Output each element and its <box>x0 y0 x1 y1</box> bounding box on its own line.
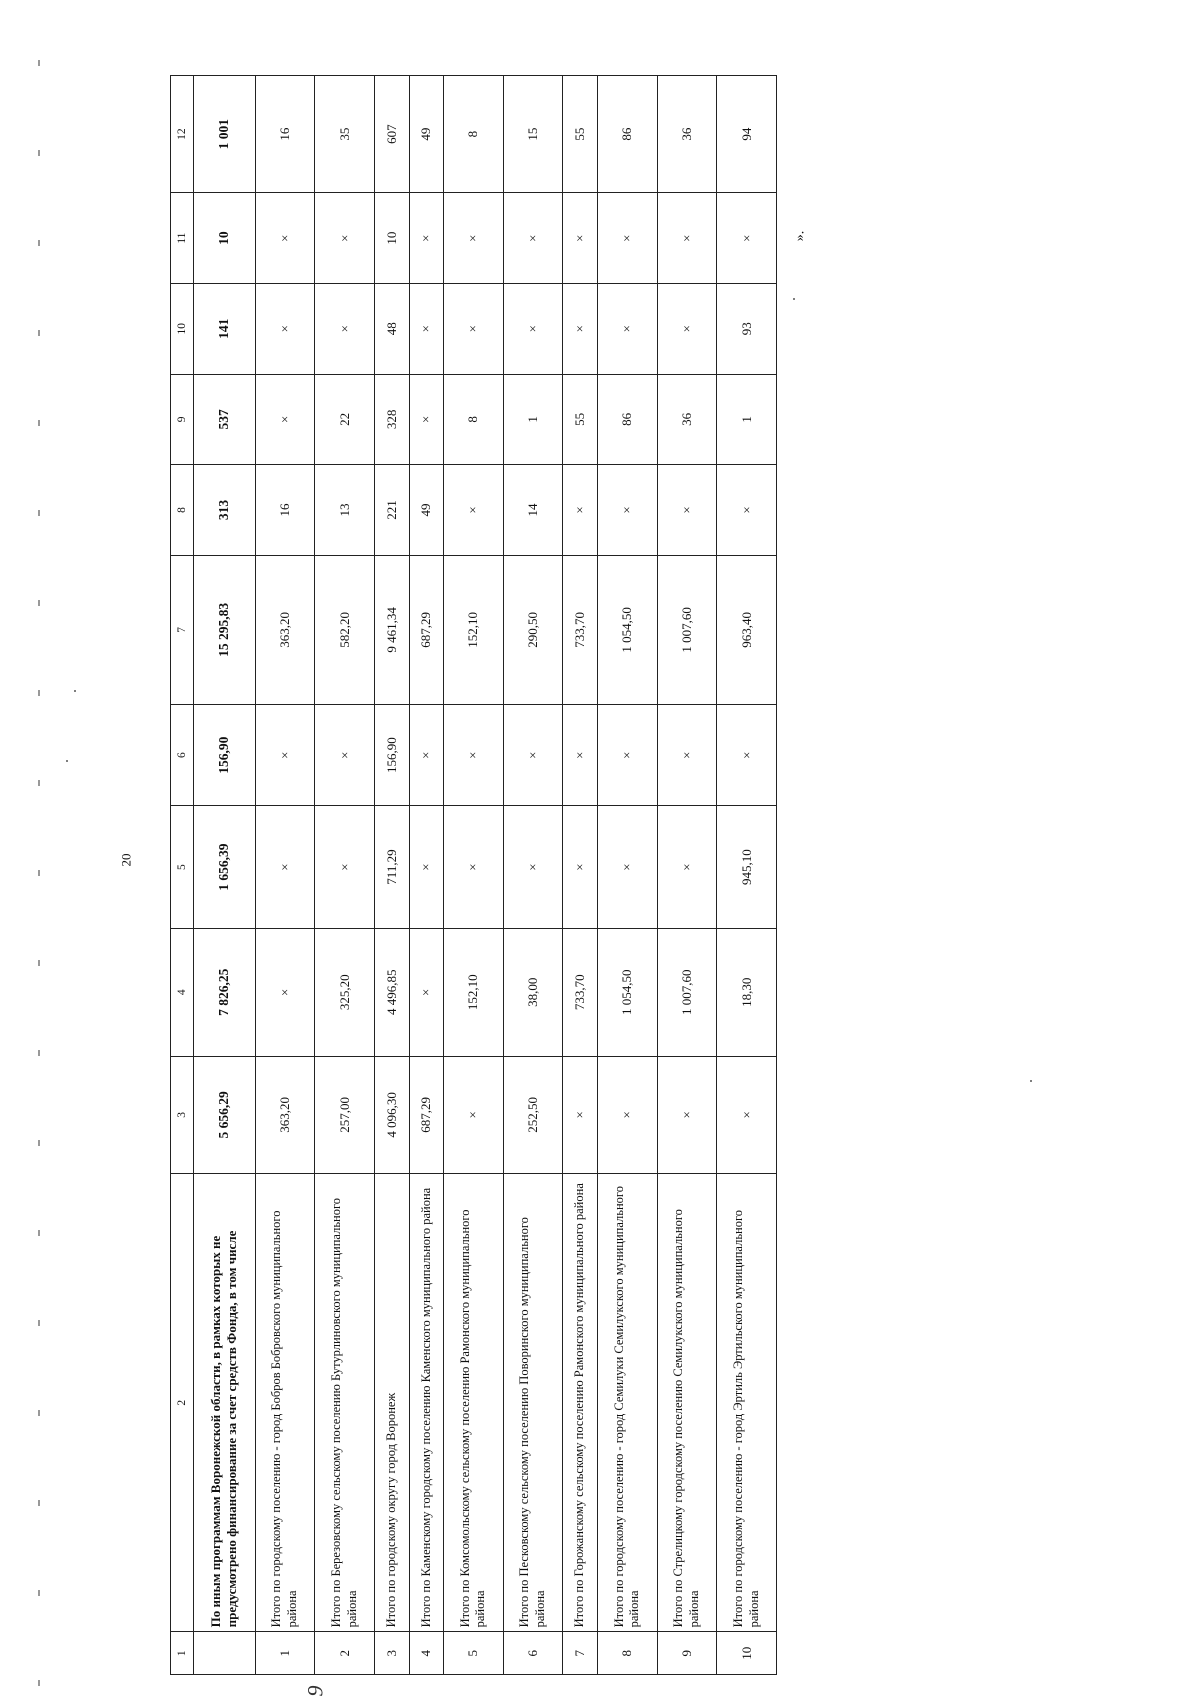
table-cell: × <box>563 193 598 284</box>
table-row <box>409 76 444 1675</box>
table-cell: 607 <box>375 76 410 193</box>
table-cell: 687,29 <box>409 555 444 704</box>
column-number: 6 <box>171 705 194 806</box>
table-cell: × <box>563 1056 598 1173</box>
table-cell: 733,70 <box>563 555 598 704</box>
column-number: 8 <box>171 465 194 556</box>
table-cell: × <box>597 705 657 806</box>
table-cell: 49 <box>409 76 444 193</box>
table-cell: 10 <box>194 193 256 284</box>
table-cell: 14 <box>503 465 563 556</box>
table-cell: 152,10 <box>444 928 504 1056</box>
table-cell: 93 <box>717 283 777 374</box>
table-cell: × <box>409 705 444 806</box>
table-cell: 8 <box>444 76 504 193</box>
table-cell: 363,20 <box>255 1056 315 1173</box>
table-cell: × <box>444 705 504 806</box>
table-cell: × <box>255 928 315 1056</box>
table-cell: × <box>717 705 777 806</box>
column-number: 2 <box>171 1174 194 1632</box>
table-row <box>597 76 657 1675</box>
handwritten-note: 9 <box>302 1685 328 1697</box>
row-name: Итого по городскому поселению - город Бобров Бобровского муниципального района <box>255 1174 315 1632</box>
table-cell: 152,10 <box>444 555 504 704</box>
table-cell: × <box>563 283 598 374</box>
table-cell: 711,29 <box>375 806 410 929</box>
table-cell: 4 096,30 <box>375 1056 410 1173</box>
column-number: 10 <box>171 283 194 374</box>
table-cell: 35 <box>315 76 375 193</box>
row-name: Итого по Стрелицкому городскому поселению Семилукского муниципального района <box>657 1174 717 1632</box>
table-cell: × <box>255 283 315 374</box>
table-cell: × <box>657 465 717 556</box>
table-cell: 257,00 <box>315 1056 375 1173</box>
table-row <box>503 76 563 1675</box>
table-cell: 963,40 <box>717 555 777 704</box>
row-name: Итого по городскому округу город Воронеж <box>375 1174 410 1632</box>
scan-speck <box>74 690 76 692</box>
row-number: 10 <box>717 1632 777 1675</box>
table-cell: 313 <box>194 465 256 556</box>
table-cell: 687,29 <box>409 1056 444 1173</box>
table-cell: × <box>444 193 504 284</box>
row-number: 1 <box>255 1632 315 1675</box>
row-name: Итого по городскому поселению - город Семилуки Семилукского муниципального района <box>597 1174 657 1632</box>
table-cell: 1 <box>503 374 563 465</box>
table-row <box>375 76 410 1675</box>
table-cell: 8 <box>444 374 504 465</box>
table-row <box>255 76 315 1675</box>
table-cell: 13 <box>315 465 375 556</box>
table-cell: × <box>315 283 375 374</box>
table-cell: × <box>657 193 717 284</box>
table-cell: 4 496,85 <box>375 928 410 1056</box>
table-cell: 10 <box>375 193 410 284</box>
row-number: 7 <box>563 1632 598 1675</box>
table-cell: 1 007,60 <box>657 555 717 704</box>
table-cell: × <box>657 806 717 929</box>
table-cell: × <box>503 705 563 806</box>
table-cell: 16 <box>255 465 315 556</box>
financing-table <box>170 75 777 1675</box>
row-number <box>194 1632 256 1675</box>
table-cell: × <box>597 1056 657 1173</box>
table-cell: × <box>255 806 315 929</box>
table-cell: × <box>597 806 657 929</box>
table-cell: × <box>657 705 717 806</box>
table-cell: × <box>409 806 444 929</box>
row-name: Итого по Каменскому городскому поселению Каменского муниципального района <box>409 1174 444 1632</box>
table-cell: 7 826,25 <box>194 928 256 1056</box>
row-name: Итого по Комсомольскому сельскому поселению Рамонского муниципального района <box>444 1174 504 1632</box>
table-cell: 945,10 <box>717 806 777 929</box>
scan-edge-marks <box>0 0 60 1705</box>
table-cell: 55 <box>563 76 598 193</box>
table-cell: 141 <box>194 283 256 374</box>
table-cell: 86 <box>597 76 657 193</box>
column-number: 11 <box>171 193 194 284</box>
table-cell: × <box>563 705 598 806</box>
table-cell: 49 <box>409 465 444 556</box>
table-cell: × <box>409 374 444 465</box>
table-cell: 221 <box>375 465 410 556</box>
row-name: Итого по Песковскому сельскому поселению Поворинского муниципального района <box>503 1174 563 1632</box>
table-cell: 1 007,60 <box>657 928 717 1056</box>
financing-table-frame <box>170 75 777 1675</box>
table-cell: 16 <box>255 76 315 193</box>
table-cell: × <box>597 465 657 556</box>
scan-speck <box>66 760 68 762</box>
table-row <box>657 76 717 1675</box>
table-cell: 733,70 <box>563 928 598 1056</box>
table-cell: 1 001 <box>194 76 256 193</box>
table-cell: 15 <box>503 76 563 193</box>
table-cell: × <box>255 705 315 806</box>
table-cell: 363,20 <box>255 555 315 704</box>
table-cell: 1 054,50 <box>597 928 657 1056</box>
scan-speck <box>793 298 795 300</box>
table-cell: × <box>409 193 444 284</box>
column-number: 3 <box>171 1056 194 1173</box>
table-cell: × <box>255 374 315 465</box>
row-name: По иным программам Воронежской области, в рамках которых не предусмотрено финансирование за счет средств Фонда, в том числе <box>194 1174 256 1632</box>
table-cell: × <box>717 1056 777 1173</box>
table-row <box>444 76 504 1675</box>
row-number: 9 <box>657 1632 717 1675</box>
table-cell: × <box>717 465 777 556</box>
table-row <box>563 76 598 1675</box>
table-cell: × <box>597 283 657 374</box>
column-number: 1 <box>171 1632 194 1675</box>
table-cell: 252,50 <box>503 1056 563 1173</box>
table-cell: × <box>409 928 444 1056</box>
row-number: 8 <box>597 1632 657 1675</box>
table-cell: 537 <box>194 374 256 465</box>
table-cell: 582,20 <box>315 555 375 704</box>
column-number: 12 <box>171 76 194 193</box>
table-cell: × <box>444 465 504 556</box>
table-cell: 36 <box>657 76 717 193</box>
column-number: 9 <box>171 374 194 465</box>
table-cell: × <box>315 193 375 284</box>
table-cell: × <box>657 1056 717 1173</box>
closing-quote-mark: ». <box>792 230 808 242</box>
table-cell: 15 295,83 <box>194 555 256 704</box>
row-number: 2 <box>315 1632 375 1675</box>
column-number: 7 <box>171 555 194 704</box>
table-row-total <box>194 76 256 1675</box>
table-cell: 55 <box>563 374 598 465</box>
table-cell: × <box>409 283 444 374</box>
table-cell: × <box>315 705 375 806</box>
column-number: 4 <box>171 928 194 1056</box>
row-number: 6 <box>503 1632 563 1675</box>
table-cell: 48 <box>375 283 410 374</box>
table-cell: × <box>444 283 504 374</box>
table-cell: 5 656,29 <box>194 1056 256 1173</box>
table-body <box>171 76 777 1675</box>
page-number: 20 <box>118 853 134 867</box>
table-cell: 94 <box>717 76 777 193</box>
table-cell: × <box>255 193 315 284</box>
table-cell: 22 <box>315 374 375 465</box>
table-cell: × <box>503 193 563 284</box>
table-cell: 9 461,34 <box>375 555 410 704</box>
table-row <box>717 76 777 1675</box>
table-cell: 18,30 <box>717 928 777 1056</box>
table-cell: 328 <box>375 374 410 465</box>
row-name: Итого по городскому поселению - город Эртиль Эртильского муниципального района <box>717 1174 777 1632</box>
table-cell: × <box>597 193 657 284</box>
table-cell: 156,90 <box>194 705 256 806</box>
table-cell: × <box>503 806 563 929</box>
table-cell: × <box>503 283 563 374</box>
scan-speck <box>1030 1080 1032 1082</box>
table-cell: 86 <box>597 374 657 465</box>
table-cell: 325,20 <box>315 928 375 1056</box>
table-cell: × <box>563 465 598 556</box>
table-cell: 36 <box>657 374 717 465</box>
table-cell: × <box>657 283 717 374</box>
table-cell: 156,90 <box>375 705 410 806</box>
table-cell: 1 656,39 <box>194 806 256 929</box>
row-name: Итого по Горожанскому сельскому поселению Рамонского муниципального района <box>563 1174 598 1632</box>
table-cell: 1 054,50 <box>597 555 657 704</box>
table-cell: 290,50 <box>503 555 563 704</box>
row-number: 3 <box>375 1632 410 1675</box>
row-number: 4 <box>409 1632 444 1675</box>
table-cell: × <box>717 193 777 284</box>
column-number: 5 <box>171 806 194 929</box>
table-cell: 1 <box>717 374 777 465</box>
table-cell: 38,00 <box>503 928 563 1056</box>
table-cell: × <box>444 1056 504 1173</box>
column-number-row <box>171 76 194 1675</box>
row-number: 5 <box>444 1632 504 1675</box>
table-cell: × <box>315 806 375 929</box>
table-cell: × <box>563 806 598 929</box>
row-name: Итого по Березовскому сельскому поселению Бутурлиновского муниципального района <box>315 1174 375 1632</box>
table-cell: × <box>444 806 504 929</box>
table-row <box>315 76 375 1675</box>
